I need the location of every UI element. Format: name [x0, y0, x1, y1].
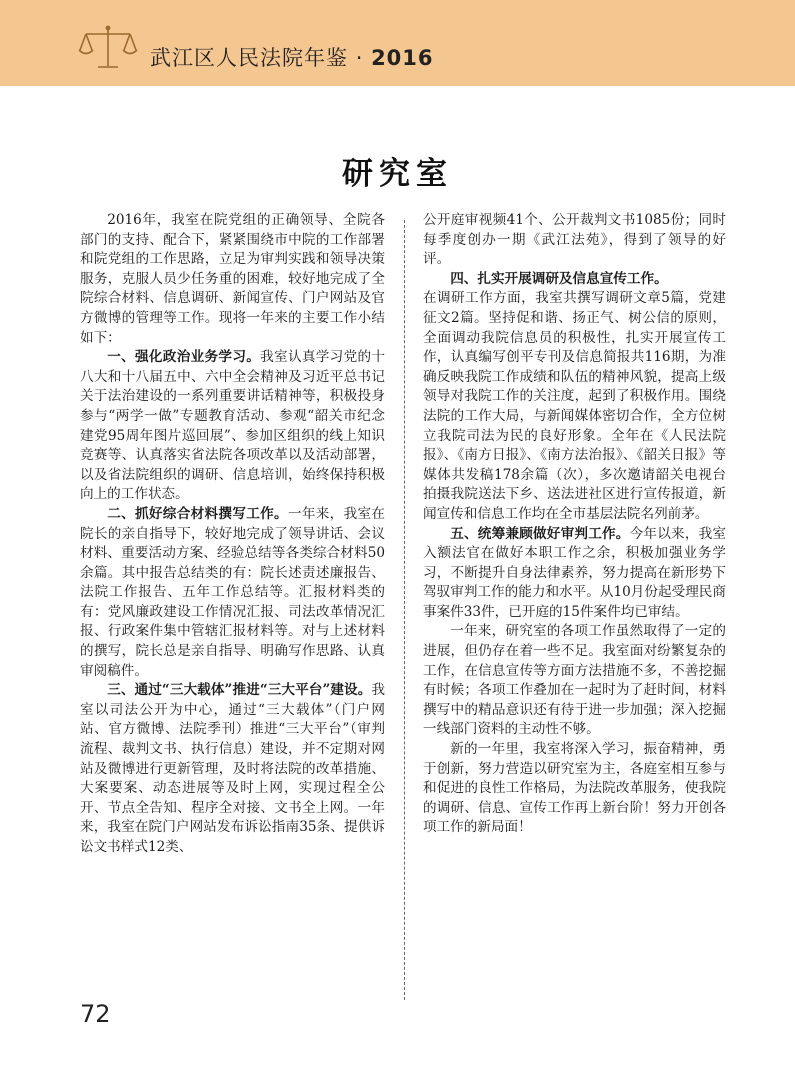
book-title-line — [150, 42, 434, 72]
page-number: 72 — [80, 1000, 111, 1028]
paragraph — [423, 270, 726, 290]
left-column — [80, 211, 385, 858]
section-heading: 二、抓好综合材料撰写工作。 — [107, 505, 288, 522]
book-title: 武江区人民法院年鉴 — [150, 46, 348, 70]
paragraph — [423, 525, 726, 623]
paragraph — [80, 348, 385, 505]
paragraph-text: 今年以来，我室入额法官在做好本职工作之余，积极加强业务学习，不断提升自身法律素养，努力提高在新形势下驾驭审判工作的能力和水平。从10月份起受理民商事案件33件，已开庭的15件案件均已审结。 — [423, 525, 727, 620]
scales-of-justice-icon — [76, 22, 140, 72]
book-year: 2016 — [371, 46, 434, 70]
paragraph: 一年来，研究室的各项工作虽然取得了一定的进展，但仍存在着一些不足。我室面对纷繁复杂的工作，在信息宣传等方面方法措施不多，不善挖掘有时候；各项工作叠加在一起时为了赶时间，材料撰写中的精品意识还有待于进一步加强；深入挖掘一线部门资料的主动性不够。 — [423, 623, 726, 738]
article-title: 研究室 — [342, 156, 453, 192]
paragraph: 在调研工作方面，我室共撰写调研文章5篇，党建征文2篇。坚持促和谐、扬正气、树公信的原则，全面调动我院信息员的积极性，扎实开展宣传工作，认真编写创平专刊及信息简报共116期，为准确反映我院工作成绩和队伍的精神风貌，提高上级领导对我院工作的关注度，起到了积极作用。围绕法院的工作大局，与新闻媒体密切合作，全方位树立我院司法为民的良好形象。全年在《人民法院报》、《南方日报》、《南方法治报》、《韶关日报》等媒体共发稿178余篇（次），多次邀请韶关电视台拍摄我院送法下乡、送法进社区进行宣传报道，新闻宣传和信息工作均在全市基层法院名列前茅。 — [423, 290, 726, 522]
paragraph-text: 我室以司法公开为中心，通过“三大载体”（门户网站、官方微博、法院季刊）推进“三大平台”（审判流程、裁判文书、执行信息）建设，并不定期对网站及微博进行更新管理，及时将法院的改革措施、大案要案、动态进展等及时上网，实现过程全公开、节点全告知、程序全对接、文书全上网。一年来，我室在院门户网站发布诉讼指南35条、提供诉讼文书样式12类、 — [80, 682, 385, 855]
page-header — [0, 0, 795, 86]
section-heading: 四、扎实开展调研及信息宣传工作。 — [450, 270, 668, 287]
paragraph: 2016年，我室在院党组的正确领导、全院各部门的支持、配合下，紧紧围绕市中院的工作部署和院党组的工作思路，立足为审判实践和领导决策服务，克服人员少任务重的困难，较好地完成了全院综合材料、信息调研、新闻宣传、门户网站及官方微博的管理等工作。现将一年来的主要工作小结如下： — [80, 212, 385, 346]
section-heading: 五、统筹兼顾做好审判工作。 — [450, 525, 630, 542]
paragraph-text: 我室认真学习党的十八大和十八届五中、六中全会精神及习近平总书记关于法治建设的一系列重要讲话精神等，积极投身参与“两学一做”专题教育活动、参观“韶关市纪念建党95周年图片巡回展”、参加区组织的线上知识竞赛等、认真落实省法院各项改革以及活动部署，以及省法院组织的调研、信息培训，始终保持积极向上的工作状态。 — [80, 349, 385, 503]
paragraph: 公开庭审视频41个、公开裁判文书1085份；同时每季度创办一期《武江法苑》，得到了领导的好评。 — [423, 212, 726, 268]
right-column — [423, 211, 726, 838]
paragraph — [80, 505, 385, 681]
title-separator: · — [355, 46, 364, 70]
section-heading: 一、强化政治业务学习。 — [107, 349, 261, 366]
section-heading: 三、通过“三大载体”推进“三大平台”建设。 — [107, 682, 372, 699]
paragraph: 新的一年里，我室将深入学习，振奋精神，勇于创新，努力营造以研究室为主，各庭室相互参与和促进的良性工作格局，为法院改革服务，使我院的调研、信息、宣传工作再上新台阶！努力开创各项工作的新局面！ — [423, 741, 726, 836]
paragraph — [80, 681, 385, 857]
paragraph-text: 一年来，我室在院长的亲自指导下，较好地完成了领导讲话、会议材料、重要活动方案、经验总结等各类综合材料50余篇。其中报告总结类的有：院长述责述廉报告、法院工作报告、五年工作总结等。汇报材料类的有：党风廉政建设工作情况汇报、司法改革情况汇报、行政案件集中管辖汇报材料等。对与上述材料的撰写，院长总是亲自指导、明确写作思路、认真审阅稿件。 — [80, 505, 385, 679]
column-divider — [404, 220, 405, 1000]
